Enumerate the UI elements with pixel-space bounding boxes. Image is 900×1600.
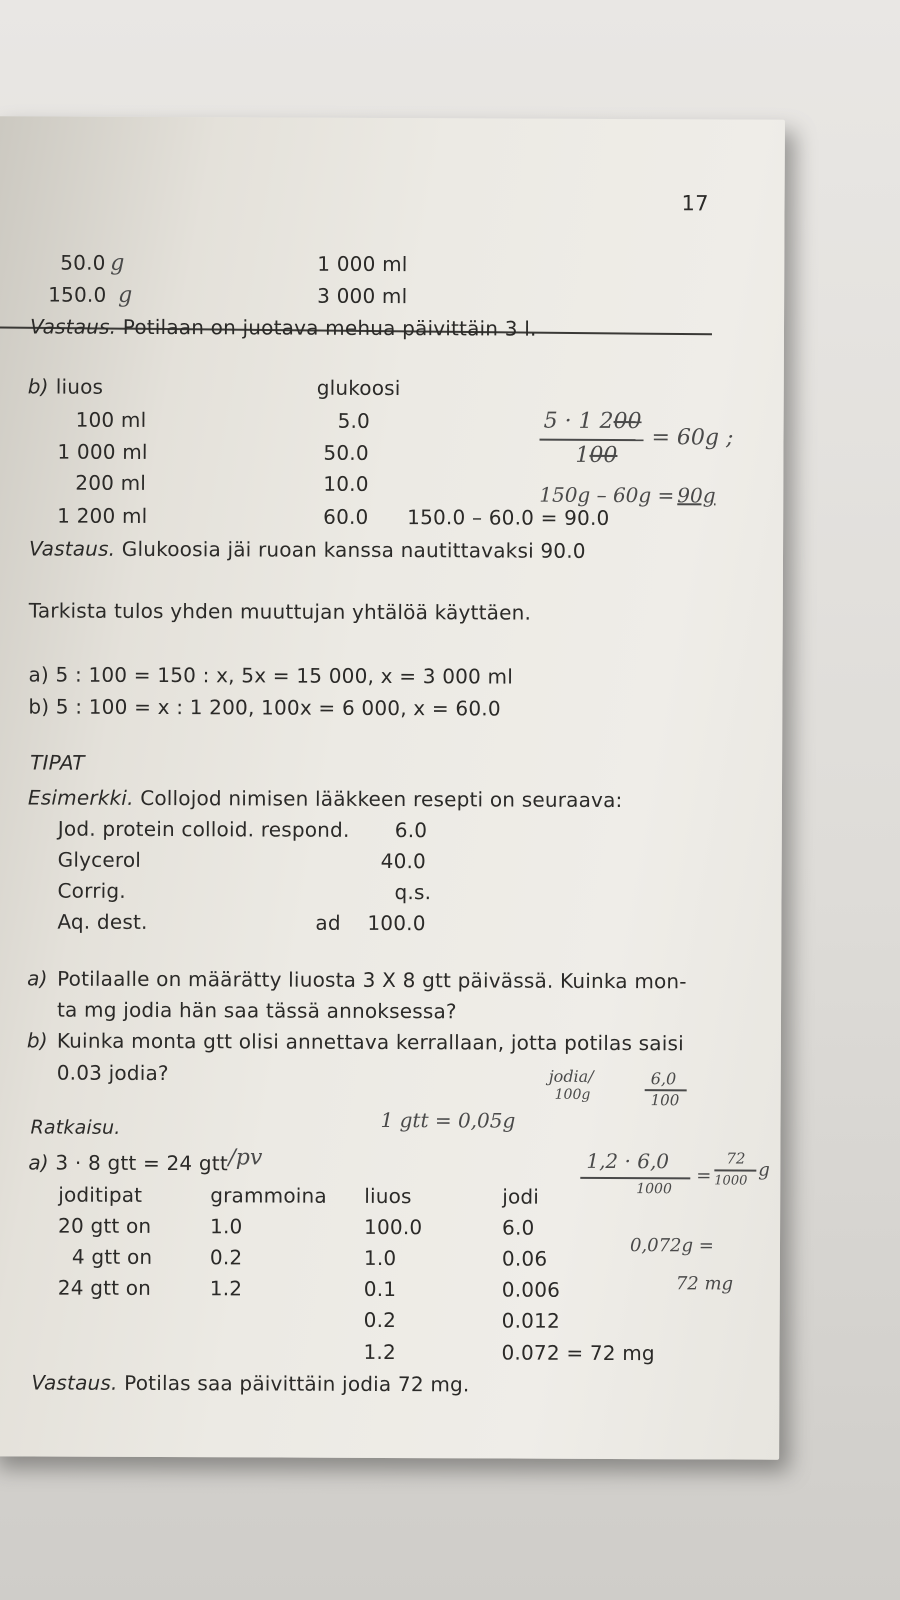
answer-b: Vastaus. Glukoosia jäi ruoan kanssa nautittavaksi 90.0 [28, 536, 586, 563]
hw-subtract-result: 90g [677, 483, 716, 508]
b-row-liuos: 100 ml [75, 407, 147, 432]
tl-g: 0.2 [209, 1245, 243, 1270]
tr-liuos: 0.1 [363, 1276, 397, 1302]
hw-jodia-den: 100g [554, 1086, 591, 1103]
recipe-name: Corrig. [57, 878, 126, 903]
tl-gtt: 24 gtt on [57, 1275, 152, 1300]
handwritten-g-1: g [110, 250, 125, 276]
tr-jodi: 0.012 [501, 1308, 560, 1333]
tl-gtt: 20 gtt on [58, 1213, 152, 1238]
b-row-liuos: 200 ml [75, 470, 147, 495]
hw-per-day: /pv [228, 1145, 263, 1171]
hw-frac2-rden: 1000 [714, 1173, 748, 1189]
hw-jodia-note: jodia/ [548, 1066, 594, 1086]
book-page [0, 116, 785, 1459]
example-line: Esimerkki. Collojod nimisen lääkkeen resepti on seuraava: [27, 785, 623, 813]
tr-jodi: 0.06 [501, 1246, 548, 1271]
answer-a: Vastaus. Potilaan on juotava mehua päivittäin 3 l. [29, 314, 537, 341]
tl-g: 1.0 [210, 1214, 243, 1239]
question-b-line1: Kuinka monta gtt olisi annettava kerrallaan, jotta potilas saisi [56, 1028, 684, 1056]
hw-small-frac-num: 6,0 [650, 1069, 677, 1089]
hw-frac2-num: 1,2 · 6,0 [586, 1148, 670, 1174]
hw-frac2-bar [580, 1177, 690, 1179]
question-a-line2: ta mg jodia hän saa tässä annoksessa? [56, 997, 457, 1024]
tr-liuos: 0.2 [363, 1307, 397, 1333]
hw-subtract: 150g – 60g = [539, 482, 675, 508]
check-a: a) 5 : 100 = 150 : x, 5x = 15 000, x = 3 000 ml [28, 662, 514, 689]
top-row-ml-2: 3 000 ml [317, 283, 408, 309]
hw-frac2-rnum: 72 [726, 1149, 746, 1168]
ratkaisu-heading: Ratkaisu. [30, 1116, 121, 1139]
th-grammoina: grammoina [210, 1183, 327, 1208]
b-row-glukoosi: 10.0 [323, 471, 369, 496]
th-liuos: liuos [364, 1183, 412, 1209]
b-row-glukoosi: 5.0 [337, 408, 371, 433]
hw-small-frac-den: 100 [650, 1091, 680, 1110]
col-liuos: liuos [55, 374, 104, 399]
recipe-amount: 40.0 [380, 848, 427, 874]
check-intro: Tarkista tulos yhden muuttujan yhtälöä käyttäen. [28, 598, 532, 625]
hw-result-mg: 72 mg [675, 1273, 734, 1295]
tr-liuos: 1.0 [363, 1245, 397, 1271]
recipe-amount: 100.0 [367, 910, 426, 936]
recipe-name: Glycerol [57, 847, 142, 872]
b-calc: 150.0 – 60.0 = 90.0 [407, 505, 610, 530]
th-joditipat: joditipat [58, 1182, 143, 1207]
b-row-liuos: 1 000 ml [57, 439, 148, 464]
hw-frac1-den: 100 [575, 442, 618, 469]
question-a-label: a) [27, 966, 48, 991]
recipe-amount: 6.0 [394, 818, 428, 843]
tr-jodi: 0.072 = 72 mg [501, 1340, 655, 1366]
col-glukoosi: glukoosi [316, 375, 401, 401]
tr-liuos: 100.0 [364, 1214, 423, 1240]
tipat-heading: TIPAT [30, 750, 85, 775]
hw-frac1-bar [540, 439, 644, 441]
answer-final: Vastaus. Potilas saa päivittäin jodia 72 mg. [31, 1370, 470, 1397]
question-a-line1: Potilaalle on määrätty liuosta 3 X 8 gtt päivässä. Kuinka mon- [57, 966, 687, 994]
check-b: b) 5 : 100 = x : 1 200, 100x = 6 000, x = 60.0 [28, 694, 501, 721]
hw-frac1-num: 5 · 1 200 [543, 408, 642, 435]
tl-gtt: 4 gtt on [71, 1244, 153, 1269]
section-b-label: b) [27, 374, 49, 399]
hw-frac1-result: = 60g ; [651, 425, 734, 451]
question-b-line2: 0.03 jodia? [56, 1060, 169, 1086]
top-row-ml-1: 1 000 ml [317, 251, 408, 277]
page-number: 17 [681, 191, 709, 216]
tr-liuos: 1.2 [363, 1339, 397, 1365]
handwritten-g-2: g [118, 282, 133, 308]
tl-g: 1.2 [209, 1276, 243, 1301]
recipe-amount: q.s. [394, 880, 432, 905]
b-row-glukoosi: 60.0 [323, 504, 369, 529]
recipe-name: Aq. dest. [57, 909, 148, 934]
b-row-glukoosi: 50.0 [323, 440, 369, 465]
hw-drop-weight: 1 gtt = 0,05g [380, 1107, 516, 1133]
recipe-name: Jod. protein colloid. respond. [57, 816, 350, 842]
question-b-label: b) [26, 1028, 48, 1053]
b-row-liuos: 1 200 ml [57, 503, 148, 528]
top-row-grams-1: 50.0 [60, 250, 106, 275]
top-row-grams-2: 150.0 [48, 282, 107, 307]
hw-result-g: 0,072g = [629, 1235, 714, 1257]
hw-frac2-eq: = [696, 1165, 712, 1187]
hw-frac2-den: 1000 [636, 1181, 672, 1198]
tr-jodi: 6.0 [502, 1215, 535, 1240]
hw-frac2-rbar [714, 1169, 756, 1171]
recipe-prefix: ad [315, 910, 341, 935]
th-jodi: jodi [502, 1184, 540, 1209]
solution-a: a) 3 · 8 gtt = 24 gtt [28, 1150, 228, 1176]
tr-jodi: 0.006 [501, 1277, 561, 1302]
hw-frac2-unit: g [758, 1159, 770, 1181]
